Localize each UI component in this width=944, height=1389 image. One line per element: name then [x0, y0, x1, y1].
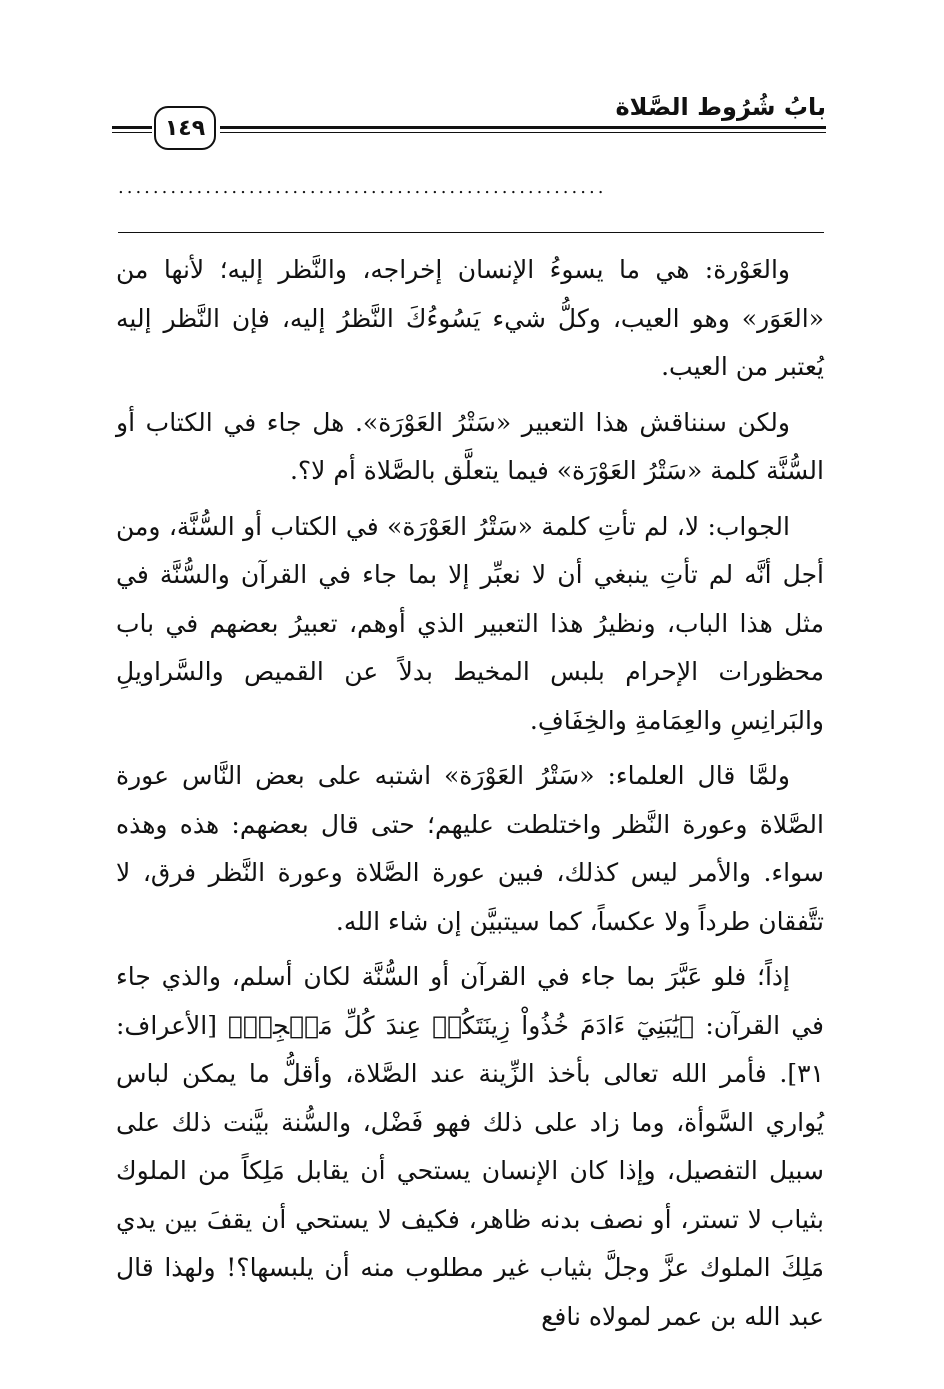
dotted-separator: ........................................................: [118, 178, 607, 198]
header-rule-thin: [220, 132, 826, 133]
page-number: ١٤٩: [154, 106, 216, 150]
paragraph-scholars: ولمَّا قال العلماء: «سَتْرُ العَوْرَة» اشتبه على بعض النَّاس عورة الصَّلاة وعورة النَّظر واختلطت عليهم؛ حتى قال بعضهم: هذه وهذه سواء. والأمر ليس كذلك، فبين عورة الصَّلاة وعورة النَّظر فرق، لا تتَّفقان طرداً ولا عكساً، كما سيتبيَّن إن شاء الله.: [116, 761, 824, 936]
header-rule-right: [220, 126, 826, 136]
paragraph-conclusion: إذاً؛ فلو عَبَّرَ بما جاء في القرآن أو السُّنَّة لكان أسلم، والذي جاء في القرآن: ﴿يَٰبَنِيٓ ءَادَمَ خُذُواْ زِينَتَكُمۡ عِندَ كُلِّ مَسۡجِدٖ﴾ [الأعراف: ٣١]. فأمر الله تعالى بأخذ الزِّينة عند الصَّلاة، وأقلُّ ما يمكن لباس يُواري السَّوأة، وما زاد على ذلك فهو فَضْل، والسُّنة بيَّنت ذلك على سبيل التفصيل، وإذا كان الإنسان يستحي أن يقابل مَلِكاً من الملوك بثياب لا تستر، أو نصف بدنه ظاهر، فكيف لا يستحي أن يقفَ بين يدي مَلِكَ الملوك عزَّ وجلَّ بثياب غير مطلوب منه أن يلبسها؟! ولهذا قال عبد الله بن عمر لمولاه نافع: [116, 962, 824, 1331]
header-rule-thin: [112, 132, 152, 133]
paragraph-discussion: ولكن سنناقش هذا التعبير «سَتْرُ العَوْرَة». هل جاء في الكتاب أو السُّنَّة كلمة «سَتْرُ العَوْرَة» فيما يتعلَّق بالصَّلاة أم لا؟.: [116, 407, 824, 485]
page-header: [112, 92, 826, 162]
header-rule-left: [112, 126, 152, 136]
paragraph-answer: الجواب: لا، لم تأتِ كلمة «سَتْرُ العَوْرَة» في الكتاب أو السُّنَّة، ومن أجل أنَّه لم تأتِ ينبغي أن لا نعبِّر إلا بما جاء في القرآن والسُّنَّة في مثل هذا الباب، ونظيرُ هذا التعبير الذي أوهم، تعبيرُ بعضهم في باب محظورات الإحرام بلبس المخيط بدلاً عن القميص والسَّراويلِ والبَرانِسِ والعِمَامةِ والخِفَافِ.: [116, 511, 824, 735]
header-rule-thick: [112, 126, 152, 129]
body-text: [116, 246, 824, 1348]
paragraph-awrah-definition: والعَوْرة: هي ما يسوءُ الإنسان إخراجه، والنَّظر إليه؛ لأنها من «العَوَر» وهو العيب، وكلُّ شيء يَسُوءُكَ النَّظرُ إليه، فإن النَّظر إليه يُعتبر من العيب.: [116, 255, 824, 381]
header-rule-thick: [220, 126, 826, 129]
section-rule: [118, 232, 824, 233]
running-title: بابُ شُرُوط الصَّلاة: [615, 93, 826, 121]
